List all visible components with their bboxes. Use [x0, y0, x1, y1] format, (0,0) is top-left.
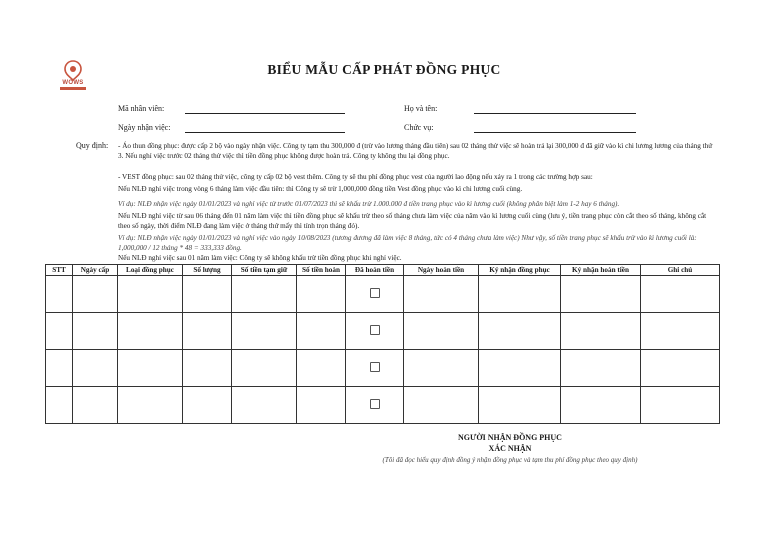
full-name-label: Họ và tên: — [404, 104, 438, 113]
cell-sign-refund[interactable] — [561, 313, 641, 350]
header-refunded: Đã hoàn tiền — [346, 265, 404, 276]
start-date-label: Ngày nhận việc: — [118, 123, 171, 132]
header-issue-date: Ngày cấp — [73, 265, 118, 276]
cell-issue-date[interactable] — [73, 350, 118, 387]
cell-held-amount[interactable] — [232, 350, 297, 387]
employee-id-label: Mã nhân viên: — [118, 104, 165, 113]
rule-after-1-year: Nếu NLĐ nghỉ việc sau 01 năm làm việc: Công ty sẽ không khấu trừ tiền đồng phục khi nghỉ việc. — [118, 254, 402, 262]
cell-quantity[interactable] — [183, 313, 232, 350]
confirm-label: XÁC NHẬN — [488, 444, 532, 453]
cell-sign-uniform[interactable] — [479, 350, 561, 387]
rule-within-6-months: Nếu NLĐ nghỉ việc trong vòng 6 tháng làm việc đầu tiên: thì Công ty sẽ trừ 1,000,000 đồng tiền Vest đồng phục vào kì chi lương cuối cùng. — [118, 185, 523, 193]
table-row — [46, 350, 720, 387]
receiver-signature-label: NGƯỜI NHẬN ĐỒNG PHỤC — [458, 433, 562, 442]
cell-refunded — [346, 276, 404, 313]
cell-refund-amount[interactable] — [297, 313, 346, 350]
logo-text: WOWS — [62, 80, 84, 86]
cell-stt[interactable] — [46, 350, 73, 387]
form-title: BIỂU MẪU CẤP PHÁT ĐỒNG PHỤC — [267, 62, 501, 77]
logo-underline — [60, 87, 86, 90]
refunded-checkbox[interactable] — [370, 362, 380, 372]
cell-sign-uniform[interactable] — [479, 276, 561, 313]
header-refund-amount: Số tiền hoàn — [297, 265, 346, 276]
header-sign-uniform: Ký nhận đồng phục — [479, 265, 561, 276]
table-header-row — [46, 265, 720, 276]
cell-notes[interactable] — [641, 276, 720, 313]
cell-issue-date[interactable] — [73, 276, 118, 313]
cell-refund-date[interactable] — [404, 276, 479, 313]
signature-note: (Tôi đã đọc hiểu quy định đồng ý nhận đồng phục và tạm thu phí đồng phục theo quy định) — [382, 456, 638, 464]
cell-held-amount[interactable] — [232, 387, 297, 424]
header-notes: Ghi chú — [641, 265, 720, 276]
cell-quantity[interactable] — [183, 276, 232, 313]
header-held-amount: Số tiền tạm giữ — [232, 265, 297, 276]
cell-refund-date[interactable] — [404, 387, 479, 424]
cell-uniform-type[interactable] — [118, 276, 183, 313]
cell-refunded — [346, 313, 404, 350]
cell-uniform-type[interactable] — [118, 350, 183, 387]
employee-id-field[interactable] — [185, 113, 345, 114]
rule-6-to-12-months: Nếu NLĐ nghỉ việc từ sau 06 tháng đến 01 năm làm việc thì tiền đồng phục sẽ khấu trừ theo số tháng chưa làm việc của năm vào kì lương cuối cùng (lưu ý, tiền trang phục còn cắt theo số tháng, không cắt theo số ngày, thời điểm NLĐ đang làm việc ở tháng thứ mấy thì tính trọn tháng đó). — [118, 212, 707, 230]
cell-quantity[interactable] — [183, 387, 232, 424]
cell-refunded — [346, 387, 404, 424]
cell-held-amount[interactable] — [232, 313, 297, 350]
cell-sign-refund[interactable] — [561, 350, 641, 387]
table-row — [46, 313, 720, 350]
cell-quantity[interactable] — [183, 350, 232, 387]
rule-vest: - VEST đồng phục: sau 02 tháng thử việc, công ty cấp 02 bộ vest thêm. Công ty sẽ thu phí đồng phục vest của người lao động nếu xảy ra 1 trong các trường hợp sau: — [118, 173, 593, 181]
header-stt: STT — [46, 265, 73, 276]
cell-sign-uniform[interactable] — [479, 313, 561, 350]
table-row — [46, 387, 720, 424]
header-uniform-type: Loại đồng phục — [118, 265, 183, 276]
cell-uniform-type[interactable] — [118, 313, 183, 350]
cell-refund-date[interactable] — [404, 350, 479, 387]
cell-uniform-type[interactable] — [118, 387, 183, 424]
cell-refunded — [346, 350, 404, 387]
cell-stt[interactable] — [46, 387, 73, 424]
cell-notes[interactable] — [641, 350, 720, 387]
cell-sign-refund[interactable] — [561, 276, 641, 313]
refunded-checkbox[interactable] — [370, 325, 380, 335]
start-date-field[interactable] — [185, 132, 345, 133]
rule-shirt: - Áo thun đồng phục: được cấp 2 bộ vào ngày nhận việc. Công ty tạm thu 300,000 đ (trừ vào lương tháng đầu tiên) sau 02 tháng thử việc sẽ hoàn trả lại 300,000 đ đã giữ vào kì chi lương lương của tháng thứ 3. Nếu nghỉ việc trước 02 tháng thử việc thì tiền đồng phục không được hoàn trả. Công ty không thu lại đồng phục. — [118, 142, 713, 160]
full-name-field[interactable] — [474, 113, 636, 114]
cell-refund-amount[interactable] — [297, 387, 346, 424]
cell-issue-date[interactable] — [73, 313, 118, 350]
cell-refund-amount[interactable] — [297, 350, 346, 387]
cell-stt[interactable] — [46, 313, 73, 350]
cell-notes[interactable] — [641, 313, 720, 350]
cell-held-amount[interactable] — [232, 276, 297, 313]
refunded-checkbox[interactable] — [370, 288, 380, 298]
cell-issue-date[interactable] — [73, 387, 118, 424]
header-sign-refund: Ký nhận hoàn tiền — [561, 265, 641, 276]
rule-example-2: Ví dụ: NLĐ nhận việc ngày 01/01/2023 và nghỉ việc vào ngày 10/08/2023 (tương đương đã làm việc 8 tháng, tức có 4 tháng chưa làm việc) Như vậy, số tiền trang phục sẽ khấu trừ vào kì lương cuối là: 1,000,000 / 12 tháng * 48 = 333,333 đồng. — [118, 234, 697, 252]
cell-notes[interactable] — [641, 387, 720, 424]
cell-refund-date[interactable] — [404, 313, 479, 350]
rules-label: Quy định: — [76, 141, 109, 150]
rule-example-1: Ví dụ: NLĐ nhận việc ngày 01/01/2023 và nghỉ việc từ trước 01/07/2023 thì sẽ khấu trừ 1.000.000 đ tiền trang phục vào kì lương cuối (không phân biệt làm 1-2 hay 6 tháng). — [118, 200, 620, 208]
cell-sign-refund[interactable] — [561, 387, 641, 424]
header-quantity: Số lượng — [183, 265, 232, 276]
cell-refund-amount[interactable] — [297, 276, 346, 313]
header-refund-date: Ngày hoàn tiền — [404, 265, 479, 276]
cell-stt[interactable] — [46, 276, 73, 313]
table-row — [46, 276, 720, 313]
uniform-issue-table — [45, 264, 720, 424]
refunded-checkbox[interactable] — [370, 399, 380, 409]
position-field[interactable] — [474, 132, 636, 133]
cell-sign-uniform[interactable] — [479, 387, 561, 424]
position-label: Chức vụ: — [404, 123, 434, 132]
